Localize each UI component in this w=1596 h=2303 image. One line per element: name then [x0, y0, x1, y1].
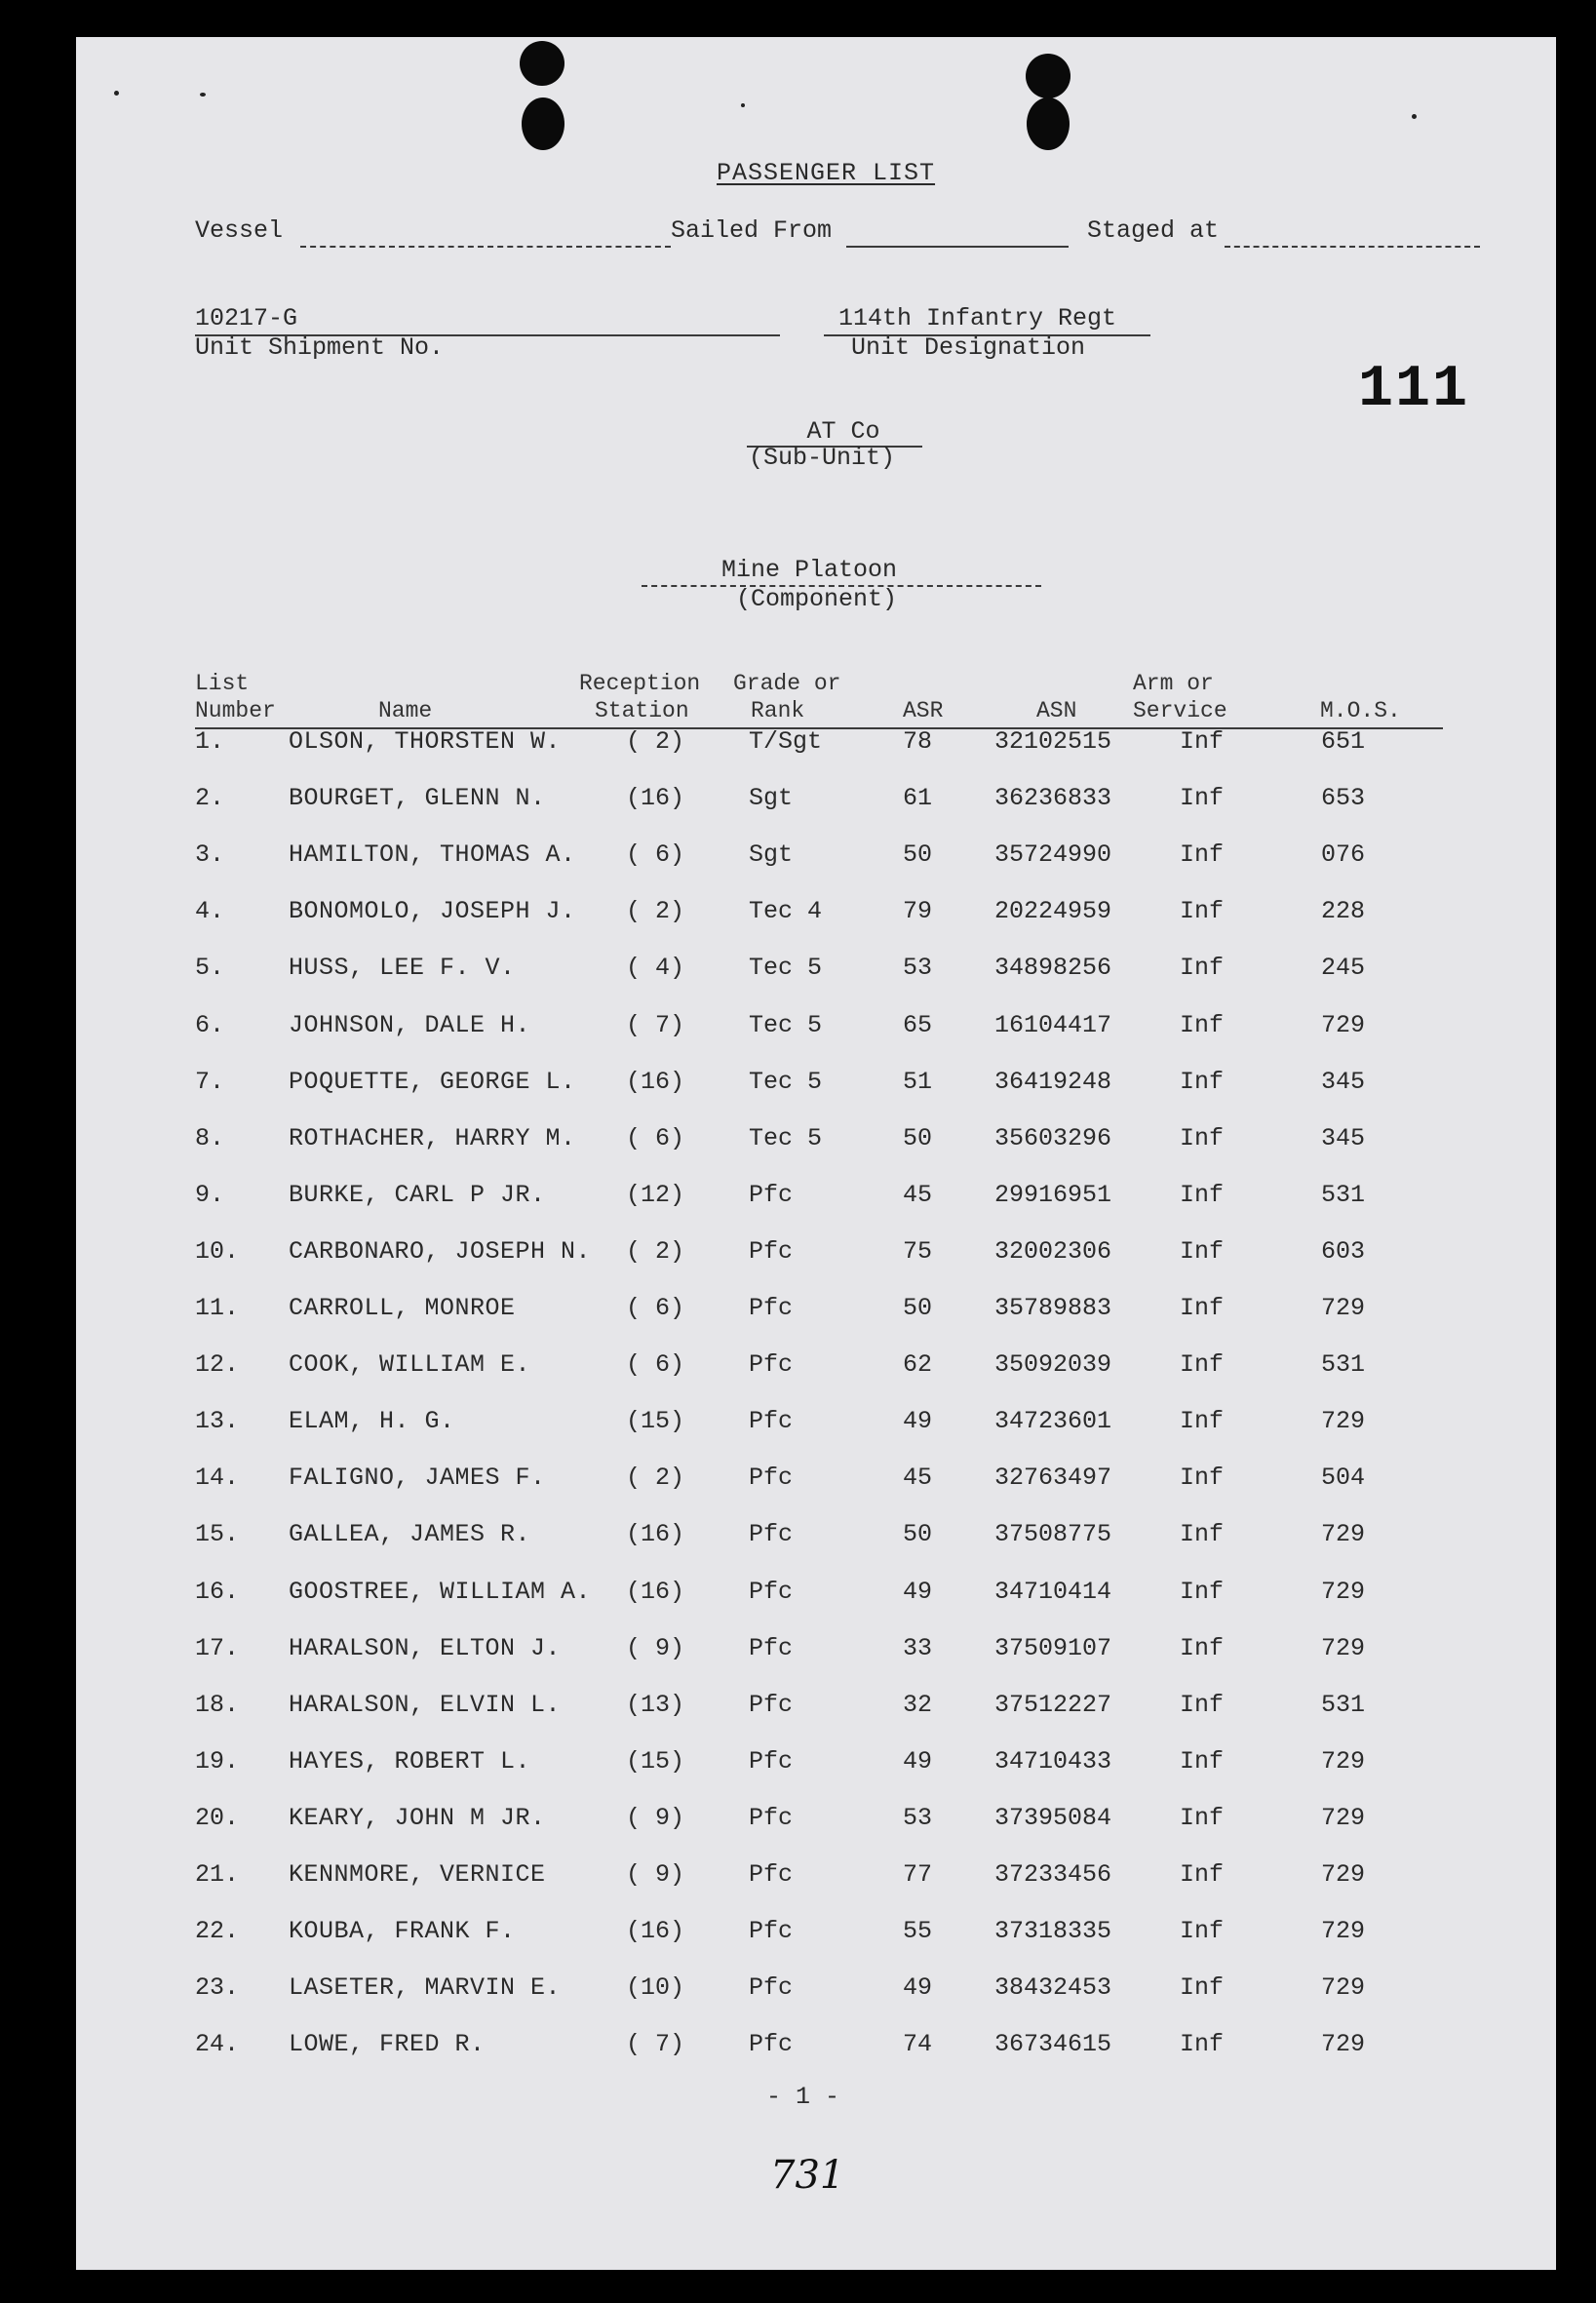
passenger-name: LOWE, FRED R.	[289, 2030, 486, 2059]
reception-station: ( 9)	[626, 1633, 685, 1662]
asn-number: 32102515	[994, 727, 1112, 756]
asn-number: 16104417	[994, 1010, 1112, 1039]
passenger-name: CARBONARO, JOSEPH N.	[289, 1236, 592, 1266]
asn-number: 34710433	[994, 1746, 1112, 1776]
arm-service: Inf	[1180, 1860, 1225, 1889]
arm-service: Inf	[1180, 1520, 1225, 1549]
asr-score: 32	[903, 1690, 933, 1719]
col-header-name: Name	[378, 698, 433, 723]
asn-number: 37318335	[994, 1917, 1112, 1946]
grade-rank: Pfc	[749, 1690, 794, 1719]
arm-service: Inf	[1180, 784, 1225, 813]
reception-station: (16)	[626, 1520, 685, 1549]
mos-code: 653	[1321, 784, 1366, 813]
reception-station: ( 4)	[626, 954, 685, 983]
sailed-from-field-line	[846, 246, 1069, 248]
reception-station: ( 9)	[626, 1803, 685, 1832]
arm-service: Inf	[1180, 1236, 1225, 1266]
grade-rank: Pfc	[749, 1294, 794, 1322]
reception-station: (15)	[626, 1407, 685, 1436]
grade-rank: Tec 5	[749, 1010, 823, 1039]
asn-number: 36236833	[994, 784, 1112, 813]
ink-speck	[200, 93, 206, 97]
component-label: (Component)	[736, 585, 898, 613]
table-row	[0, 1011, 1596, 1050]
asr-score: 62	[903, 1350, 933, 1380]
mos-code: 729	[1321, 1917, 1366, 1946]
asn-number: 35603296	[994, 1123, 1112, 1152]
reception-station: ( 7)	[626, 2030, 685, 2059]
grade-rank: Tec 4	[749, 897, 823, 926]
col-header-grade: Grade or	[733, 671, 841, 696]
passenger-name: KENNMORE, VERNICE	[289, 1860, 546, 1889]
asr-score: 55	[903, 1917, 933, 1946]
passenger-name: HARALSON, ELTON J.	[289, 1633, 562, 1662]
mos-code: 245	[1321, 954, 1366, 983]
passenger-name: BOURGET, GLENN N.	[289, 784, 546, 813]
reception-station: (10)	[626, 1973, 685, 2003]
staged-at-label: Staged at	[1087, 216, 1220, 245]
passenger-name: BURKE, CARL P JR.	[289, 1180, 546, 1209]
mos-code: 729	[1321, 2030, 1366, 2059]
punch-hole-icon	[520, 41, 564, 86]
asn-number: 35789883	[994, 1294, 1112, 1322]
mos-code: 729	[1321, 1860, 1366, 1889]
grade-rank: Pfc	[749, 1803, 794, 1832]
list-number: 5.	[195, 954, 225, 983]
list-number: 16.	[195, 1577, 240, 1606]
asn-number: 37509107	[994, 1633, 1112, 1662]
asn-number: 34898256	[994, 954, 1112, 983]
asr-score: 45	[903, 1464, 933, 1493]
table-row	[0, 1578, 1596, 1617]
table-row	[0, 1917, 1596, 1956]
reception-station: ( 9)	[626, 1860, 685, 1889]
staged-at-field-line	[1225, 246, 1480, 248]
mos-code: 729	[1321, 1973, 1366, 2003]
grade-rank: Tec 5	[749, 1067, 823, 1096]
asr-score: 33	[903, 1633, 933, 1662]
mos-code: 729	[1321, 1746, 1366, 1776]
passenger-name: KOUBA, FRANK F.	[289, 1917, 516, 1946]
mos-code: 345	[1321, 1123, 1366, 1152]
mos-code: 228	[1321, 897, 1366, 926]
arm-service: Inf	[1180, 1350, 1225, 1380]
arm-service: Inf	[1180, 1973, 1225, 2003]
table-row	[0, 1520, 1596, 1559]
ink-speck	[114, 91, 119, 96]
asn-number: 20224959	[994, 897, 1112, 926]
unit-shipment-value: 10217-G	[195, 304, 298, 332]
grade-rank: Pfc	[749, 1520, 794, 1549]
passenger-name: FALIGNO, JAMES F.	[289, 1464, 546, 1493]
grade-rank: Pfc	[749, 1464, 794, 1493]
arm-service: Inf	[1180, 1633, 1225, 1662]
grade-rank: Pfc	[749, 1633, 794, 1662]
unit-designation-value: 114th Infantry Regt	[838, 304, 1117, 332]
table-row	[0, 1691, 1596, 1730]
grade-rank: Pfc	[749, 1577, 794, 1606]
passenger-name: COOK, WILLIAM E.	[289, 1350, 531, 1380]
arm-service: Inf	[1180, 1123, 1225, 1152]
asn-number: 36734615	[994, 2030, 1112, 2059]
reception-station: ( 2)	[626, 1236, 685, 1266]
grade-rank: Pfc	[749, 1973, 794, 2003]
list-number: 4.	[195, 897, 225, 926]
ink-speck	[741, 103, 745, 107]
reception-station: (15)	[626, 1746, 685, 1776]
arm-service: Inf	[1180, 1407, 1225, 1436]
asr-score: 61	[903, 784, 933, 813]
unit-designation-label: Unit Designation	[851, 333, 1086, 362]
table-row	[0, 1124, 1596, 1163]
list-number: 6.	[195, 1010, 225, 1039]
grade-rank: Pfc	[749, 1407, 794, 1436]
arm-service: Inf	[1180, 1067, 1225, 1096]
grade-rank: Pfc	[749, 1746, 794, 1776]
sailed-from-label: Sailed From	[671, 216, 833, 245]
table-row	[0, 1068, 1596, 1107]
col-header-asn: ASN	[1036, 698, 1077, 723]
table-row	[0, 1973, 1596, 2012]
list-number: 11.	[195, 1294, 240, 1322]
punch-hole-icon	[1027, 98, 1070, 150]
asr-score: 49	[903, 1577, 933, 1606]
list-number: 17.	[195, 1633, 240, 1662]
list-number: 10.	[195, 1236, 240, 1266]
reception-station: (16)	[626, 1577, 685, 1606]
reception-station: ( 2)	[626, 727, 685, 756]
asr-score: 65	[903, 1010, 933, 1039]
asn-number: 37233456	[994, 1860, 1112, 1889]
mos-code: 729	[1321, 1010, 1366, 1039]
passenger-name: ELAM, H. G.	[289, 1407, 455, 1436]
list-number: 19.	[195, 1746, 240, 1776]
table-row	[0, 784, 1596, 823]
list-number: 23.	[195, 1973, 240, 2003]
asr-score: 50	[903, 1294, 933, 1322]
unit-shipment-label: Unit Shipment No.	[195, 333, 445, 362]
mos-code: 531	[1321, 1350, 1366, 1380]
col-header-mos: M.O.S.	[1320, 698, 1401, 723]
passenger-name: ROTHACHER, HARRY M.	[289, 1123, 576, 1152]
reception-station: ( 6)	[626, 1294, 685, 1322]
mos-code: 531	[1321, 1180, 1366, 1209]
asr-score: 53	[903, 954, 933, 983]
grade-rank: Pfc	[749, 2030, 794, 2059]
col-header-rank: Rank	[751, 698, 805, 723]
mos-code: 729	[1321, 1577, 1366, 1606]
table-row	[0, 897, 1596, 936]
table-row	[0, 727, 1596, 766]
passenger-name: JOHNSON, DALE H.	[289, 1010, 531, 1039]
reception-station: ( 6)	[626, 840, 685, 870]
reception-station: ( 7)	[626, 1010, 685, 1039]
asr-score: 50	[903, 1520, 933, 1549]
list-number: 7.	[195, 1067, 225, 1096]
asn-number: 37508775	[994, 1520, 1112, 1549]
asn-number: 37395084	[994, 1803, 1112, 1832]
list-number: 14.	[195, 1464, 240, 1493]
mos-code: 603	[1321, 1236, 1366, 1266]
arm-service: Inf	[1180, 727, 1225, 756]
list-number: 20.	[195, 1803, 240, 1832]
table-row	[0, 1804, 1596, 1843]
asn-number: 36419248	[994, 1067, 1112, 1096]
passenger-name: OLSON, THORSTEN W.	[289, 727, 562, 756]
arm-service: Inf	[1180, 1010, 1225, 1039]
table-row	[0, 2030, 1596, 2069]
asr-score: 77	[903, 1860, 933, 1889]
col-header-arm: Arm or	[1133, 671, 1214, 696]
arm-service: Inf	[1180, 1577, 1225, 1606]
asr-score: 75	[903, 1236, 933, 1266]
asr-score: 53	[903, 1803, 933, 1832]
mos-code: 345	[1321, 1067, 1366, 1096]
handwritten-number: 731	[770, 2153, 845, 2198]
list-number: 9.	[195, 1180, 225, 1209]
asn-number: 34710414	[994, 1577, 1112, 1606]
grade-rank: Sgt	[749, 784, 794, 813]
col-header-list: List	[195, 671, 250, 696]
grade-rank: Tec 5	[749, 954, 823, 983]
passenger-name: HAMILTON, THOMAS A.	[289, 840, 576, 870]
page-number: 111	[1358, 357, 1470, 423]
passenger-name: HUSS, LEE F. V.	[289, 954, 516, 983]
grade-rank: Pfc	[749, 1180, 794, 1209]
component-value: Mine Platoon	[720, 556, 898, 584]
reception-station: ( 6)	[626, 1350, 685, 1380]
list-number: 18.	[195, 1690, 240, 1719]
mos-code: 076	[1321, 840, 1366, 870]
passenger-name: CARROLL, MONROE	[289, 1294, 516, 1322]
list-number: 22.	[195, 1917, 240, 1946]
reception-station: (16)	[626, 1067, 685, 1096]
vessel-label: Vessel	[195, 216, 284, 245]
passenger-name: BONOMOLO, JOSEPH J.	[289, 897, 576, 926]
col-header-reception: Reception	[579, 671, 701, 696]
asr-score: 74	[903, 2030, 933, 2059]
passenger-name: KEARY, JOHN M JR.	[289, 1803, 546, 1832]
asn-number: 34723601	[994, 1407, 1112, 1436]
table-row	[0, 1407, 1596, 1446]
table-row	[0, 954, 1596, 993]
asn-number: 35092039	[994, 1350, 1112, 1380]
asr-score: 79	[903, 897, 933, 926]
asr-score: 50	[903, 840, 933, 870]
sub-unit-value: AT Co	[806, 417, 880, 446]
grade-rank: Tec 5	[749, 1123, 823, 1152]
table-row	[0, 1464, 1596, 1503]
grade-rank: Pfc	[749, 1236, 794, 1266]
arm-service: Inf	[1180, 954, 1225, 983]
list-number: 24.	[195, 2030, 240, 2059]
passenger-name: HARALSON, ELVIN L.	[289, 1690, 562, 1719]
reception-station: ( 2)	[626, 1464, 685, 1493]
mos-code: 531	[1321, 1690, 1366, 1719]
arm-service: Inf	[1180, 1464, 1225, 1493]
col-header-station: Station	[595, 698, 689, 723]
arm-service: Inf	[1180, 1180, 1225, 1209]
passenger-name: LASETER, MARVIN E.	[289, 1973, 562, 2003]
mos-code: 729	[1321, 1633, 1366, 1662]
sub-unit-label: (Sub-Unit)	[749, 444, 896, 472]
table-row	[0, 840, 1596, 879]
table-row	[0, 1747, 1596, 1786]
table-row	[0, 1634, 1596, 1673]
reception-station: (16)	[626, 784, 685, 813]
passenger-name: POQUETTE, GEORGE L.	[289, 1067, 576, 1096]
asn-number: 37512227	[994, 1690, 1112, 1719]
passenger-name: GOOSTREE, WILLIAM A.	[289, 1577, 592, 1606]
col-header-asr: ASR	[903, 698, 944, 723]
passenger-name: HAYES, ROBERT L.	[289, 1746, 531, 1776]
mos-code: 729	[1321, 1294, 1366, 1322]
arm-service: Inf	[1180, 897, 1225, 926]
vessel-field-line	[300, 246, 671, 248]
mos-code: 504	[1321, 1464, 1366, 1493]
list-number: 8.	[195, 1123, 225, 1152]
asr-score: 51	[903, 1067, 933, 1096]
list-number: 21.	[195, 1860, 240, 1889]
reception-station: (13)	[626, 1690, 685, 1719]
arm-service: Inf	[1180, 1803, 1225, 1832]
list-number: 12.	[195, 1350, 240, 1380]
arm-service: Inf	[1180, 1294, 1225, 1322]
mos-code: 729	[1321, 1407, 1366, 1436]
asn-number: 32002306	[994, 1236, 1112, 1266]
reception-station: (16)	[626, 1917, 685, 1946]
punch-hole-icon	[1026, 54, 1070, 98]
mos-code: 729	[1321, 1803, 1366, 1832]
list-number: 1.	[195, 727, 225, 756]
mos-code: 729	[1321, 1520, 1366, 1549]
table-row	[0, 1860, 1596, 1899]
asr-score: 78	[903, 727, 933, 756]
table-row	[0, 1350, 1596, 1389]
reception-station: ( 2)	[626, 897, 685, 926]
asr-score: 50	[903, 1123, 933, 1152]
arm-service: Inf	[1180, 1746, 1225, 1776]
document-title: PASSENGER LIST	[717, 159, 936, 187]
asr-score: 49	[903, 1746, 933, 1776]
grade-rank: Pfc	[749, 1917, 794, 1946]
asr-score: 49	[903, 1407, 933, 1436]
footer-page-number: - 1 -	[766, 2083, 840, 2111]
asr-score: 45	[903, 1180, 933, 1209]
table-row	[0, 1237, 1596, 1276]
arm-service: Inf	[1180, 1917, 1225, 1946]
table-row	[0, 1181, 1596, 1220]
grade-rank: Sgt	[749, 840, 794, 870]
reception-station: ( 6)	[626, 1123, 685, 1152]
asn-number: 35724990	[994, 840, 1112, 870]
grade-rank: T/Sgt	[749, 727, 823, 756]
col-header-service: Service	[1133, 698, 1227, 723]
grade-rank: Pfc	[749, 1350, 794, 1380]
list-number: 13.	[195, 1407, 240, 1436]
list-number: 15.	[195, 1520, 240, 1549]
reception-station: (12)	[626, 1180, 685, 1209]
asn-number: 32763497	[994, 1464, 1112, 1493]
list-number: 3.	[195, 840, 225, 870]
arm-service: Inf	[1180, 1690, 1225, 1719]
ink-speck	[1412, 114, 1417, 119]
asn-number: 29916951	[994, 1180, 1112, 1209]
asn-number: 38432453	[994, 1973, 1112, 2003]
grade-rank: Pfc	[749, 1860, 794, 1889]
list-number: 2.	[195, 784, 225, 813]
col-header-number: Number	[195, 698, 276, 723]
passenger-name: GALLEA, JAMES R.	[289, 1520, 531, 1549]
table-row	[0, 1294, 1596, 1333]
arm-service: Inf	[1180, 840, 1225, 870]
asr-score: 49	[903, 1973, 933, 2003]
arm-service: Inf	[1180, 2030, 1225, 2059]
punch-hole-icon	[522, 98, 564, 150]
mos-code: 651	[1321, 727, 1366, 756]
